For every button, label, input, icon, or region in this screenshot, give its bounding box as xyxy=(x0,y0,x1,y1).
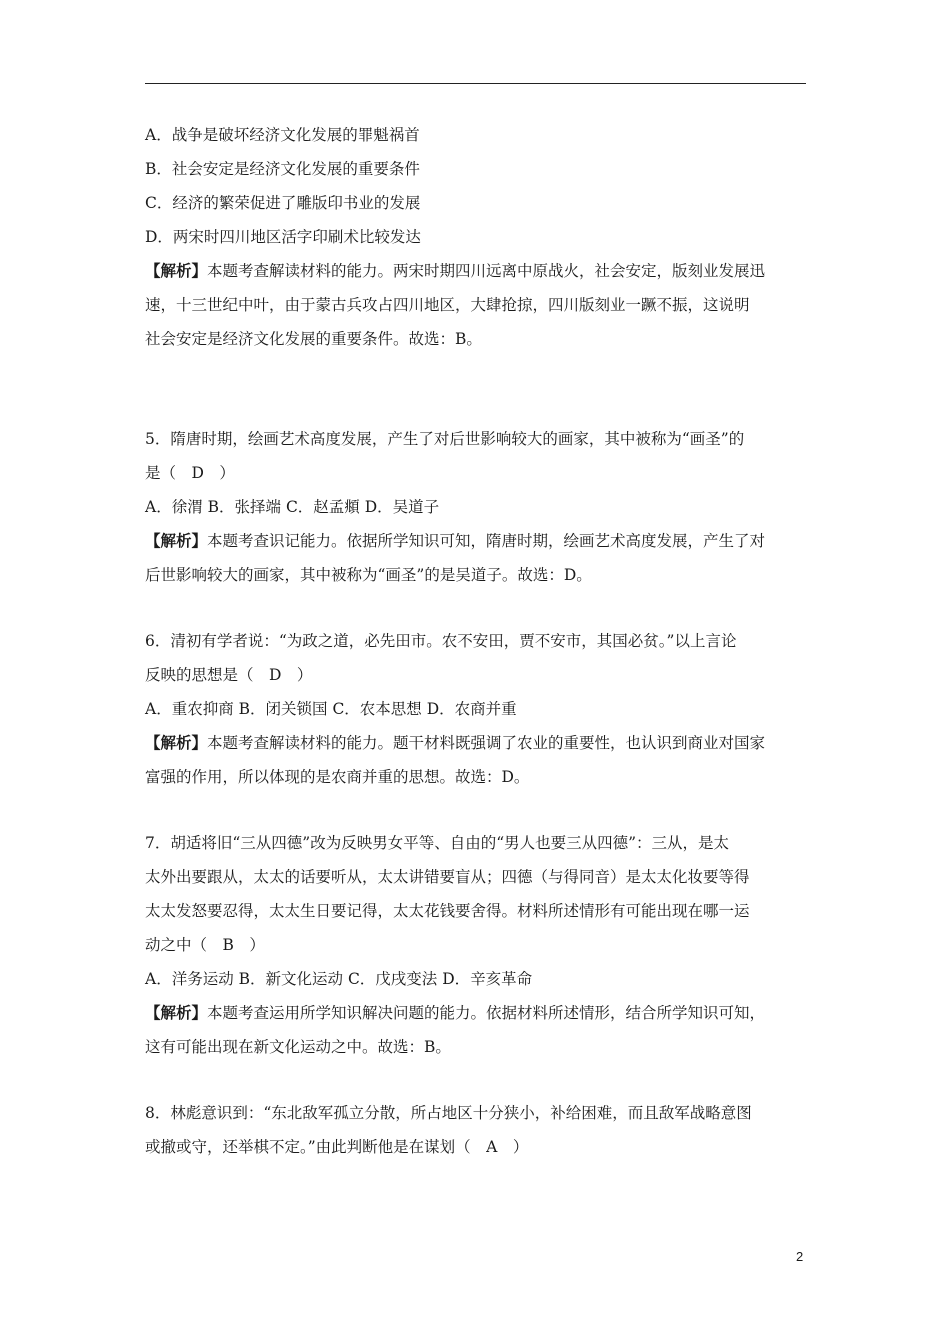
q5-analysis-line-2: 后世影响较大的画家，其中被称为“画圣”的是吴道子。故选：D。 xyxy=(145,566,592,584)
q4-option-a: A．战争是破坏经济文化发展的罪魁祸首 xyxy=(145,126,420,144)
q7-stem-line-4: 动之中（ B ） xyxy=(145,936,265,954)
page-content xyxy=(145,118,815,1164)
q6-options: A．重农抑商 B．闭关锁国 C．农本思想 D．农商并重 xyxy=(145,700,517,718)
q4-analysis-line-2: 速，十三世纪中叶，由于蒙古兵攻占四川地区，大肆抢掠，四川版刻业一蹶不振，这说明 xyxy=(145,296,750,314)
q6-stem-line-1: 6．清初有学者说：“为政之道，必先田市。农不安田，贾不安市，其国必贫。”以上言论 xyxy=(145,632,737,650)
page-number: 2 xyxy=(796,1249,804,1264)
q7-stem-line-1: 7．胡适将旧“三从四德”改为反映男女平等、自由的“男人也要三从四德”：三从，是太 xyxy=(145,834,730,852)
analysis-tag: 【解析】 xyxy=(145,1003,208,1022)
analysis-tag: 【解析】 xyxy=(145,531,208,550)
header-rule xyxy=(145,83,806,84)
q6-analysis-line-1: 【解析】本题考查解读材料的能力。题干材料既强调了农业的重要性，也认识到商业对国家 xyxy=(145,733,766,752)
q6-stem-line-2: 反映的思想是（ D ） xyxy=(145,666,313,684)
q4-analysis-line-1: 【解析】本题考查解读材料的能力。两宋时期四川远离中原战火，社会安定，版刻业发展迅 xyxy=(145,261,766,280)
q6-analysis-line-2: 富强的作用，所以体现的是农商并重的思想。故选：D。 xyxy=(145,768,530,786)
q7-analysis-line-1: 【解析】本题考查运用所学知识解决问题的能力。依据材料所述情形，结合所学知识可知， xyxy=(145,1003,766,1022)
q4-option-b: B．社会安定是经济文化发展的重要条件 xyxy=(145,160,420,178)
q5-analysis-line-1: 【解析】本题考查识记能力。依据所学知识可知，隋唐时期，绘画艺术高度发展，产生了对 xyxy=(145,531,766,550)
q5-options: A．徐渭 B．张择端 C．赵孟頫 D．吴道子 xyxy=(145,498,440,516)
q8-stem-line-2: 或撤或守，还举棋不定。”由此判断他是在谋划（ A ） xyxy=(145,1138,529,1156)
q5-stem-line-1: 5．隋唐时期，绘画艺术高度发展，产生了对后世影响较大的画家，其中被称为“画圣”的 xyxy=(145,430,745,448)
analysis-tag: 【解析】 xyxy=(145,261,208,280)
q5-stem-line-2: 是（ D ） xyxy=(145,464,235,482)
analysis-tag: 【解析】 xyxy=(145,733,208,752)
q7-options: A．洋务运动 B．新文化运动 C．戊戌变法 D．辛亥革命 xyxy=(145,970,533,988)
q4-option-c: C．经济的繁荣促进了雕版印书业的发展 xyxy=(145,194,421,212)
q8-stem-line-1: 8．林彪意识到：“东北敌军孤立分散，所占地区十分狭小，补给困难，而且敌军战略意图 xyxy=(145,1104,752,1122)
q4-option-d: D．两宋时四川地区活字印刷术比较发达 xyxy=(145,228,421,246)
q7-stem-line-3: 太太发怒要忍得，太太生日要记得，太太花钱要舍得。材料所述情形有可能出现在哪一运 xyxy=(145,902,750,920)
q7-stem-line-2: 太外出要跟从，太太的话要听从，太太讲错要盲从；四德（与得同音）是太太化妆要等得 xyxy=(145,868,750,886)
q4-analysis-line-3: 社会安定是经济文化发展的重要条件。故选：B。 xyxy=(145,330,482,348)
q7-analysis-line-2: 这有可能出现在新文化运动之中。故选：B。 xyxy=(145,1038,451,1056)
